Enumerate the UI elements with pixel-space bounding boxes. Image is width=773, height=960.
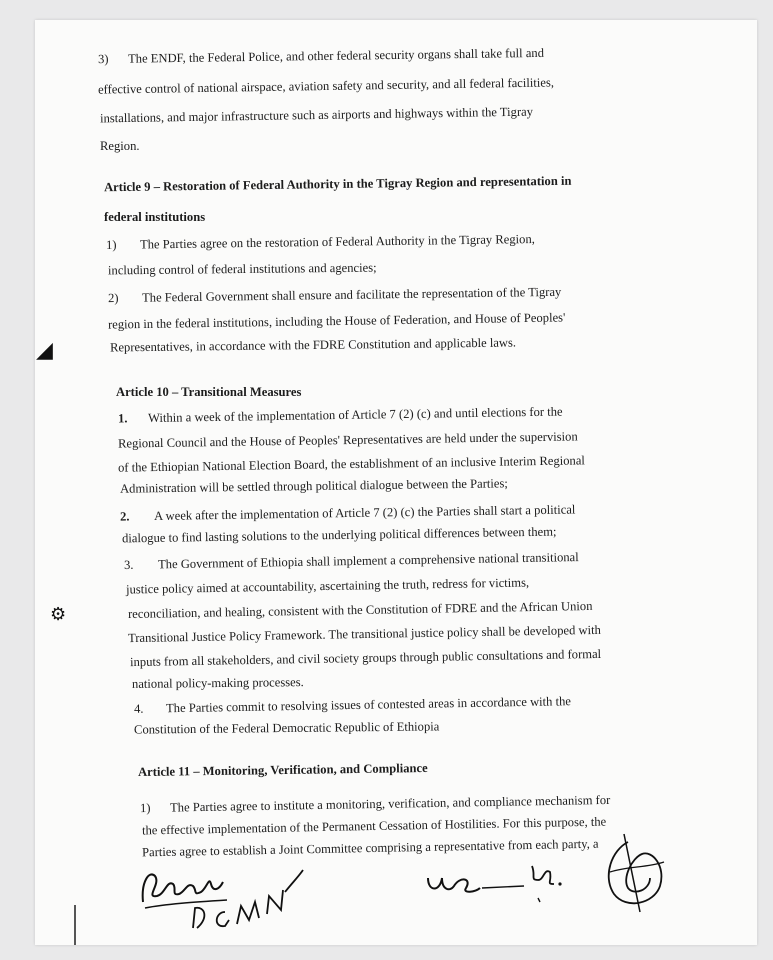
article-10-item-1-line-4: Administration will be settled through political dialogue between the Parties; — [119, 476, 508, 496]
item-number: 4. — [133, 701, 144, 716]
article-10-item-1-line-3: of the Ethiopian National Election Board, the establishment of an inclusive Interim Regional — [117, 453, 585, 475]
article-10-item-3-line-3: reconciliation, and healing, consistent with the Constitution of FDRE and the African Union — [127, 598, 593, 622]
pen-stroke-mark — [74, 905, 76, 945]
item-text: The Government of Ethiopia shall implement a comprehensive national transitional — [157, 550, 579, 572]
article-11-item-1-line-3: Parties agree to establish a Joint Committee comprising a representative from each party, a — [141, 836, 599, 860]
article-9-heading-line-2: federal institutions — [104, 210, 206, 224]
item-text: A week after the implementation of Article 7 (2) (c) the Parties shall start a political — [153, 502, 576, 524]
article-9-item-1-line-2: including control of federal institutions and agencies; — [107, 260, 377, 278]
margin-mark-arrow: ◢ — [36, 338, 53, 363]
item-number: 3. — [123, 557, 134, 572]
signature-3 — [420, 858, 580, 908]
signature-4 — [598, 832, 673, 914]
article-9-item-2-line-2: region in the federal institutions, including the House of Federation, and House of Peoples' — [107, 310, 566, 332]
item-text: The ENDF, the Federal Police, and other federal security organs shall take full and — [127, 45, 545, 66]
item-3-line-3: installations, and major infrastructure such as airports and highways within the Tigray — [99, 104, 534, 126]
item-text: The Parties commit to resolving issues of contested areas in accordance with the — [165, 694, 572, 716]
item-number: 3) — [97, 51, 109, 67]
item-number: 1) — [105, 237, 117, 252]
item-number: 2) — [107, 291, 119, 306]
article-10-item-3-line-2: justice policy aimed at accountability, ascertaining the truth, redress for victims, — [125, 575, 530, 597]
article-10-item-2-line-2: dialogue to find lasting solutions to the underlying political differences between them; — [121, 524, 557, 546]
item-number: 1) — [139, 800, 151, 816]
article-9-heading-line-1: Article 9 – Restoration of Federal Authority in the Tigray Region and representation in — [103, 173, 572, 195]
article-10-item-3-line-6: national policy-making processes. — [131, 675, 304, 691]
margin-mark-stamp: ⚙ — [50, 604, 67, 625]
item-3-line-2: effective control of national airspace, aviation safety and security, and all federal facilities, — [97, 75, 555, 97]
item-number: 1. — [117, 411, 128, 426]
item-text: The Parties agree to institute a monitoring, verification, and compliance mechanism for — [169, 792, 611, 815]
article-10-item-3-line-4: Transitional Justice Policy Framework. The transitional justice policy shall be developed with — [127, 622, 601, 646]
article-10-item-1-line-2: Regional Council and the House of Peoples' Representatives are held under the supervision — [117, 429, 578, 451]
article-10-item-4-line-2: Constitution of the Federal Democratic Republic of Ethiopia — [133, 719, 440, 737]
item-number: 2. — [119, 509, 130, 524]
article-11-heading: Article 11 – Monitoring, Verification, and Compliance — [137, 760, 428, 780]
item-text: The Parties agree on the restoration of Federal Authority in the Tigray Region, — [139, 232, 535, 252]
article-10-heading: Article 10 – Transitional Measures — [116, 385, 302, 399]
signature-2 — [185, 868, 310, 943]
item-text: Within a week of the implementation of Article 7 (2) (c) and until elections for the — [147, 404, 563, 426]
item-3-line-4: Region. — [100, 139, 140, 153]
article-10-item-3-line-5: inputs from all stakeholders, and civil society groups through public consultations and formal — [129, 646, 602, 670]
item-text: The Federal Government shall ensure and facilitate the representation of the Tigray — [141, 284, 562, 305]
article-9-item-2-line-3: Representatives, in accordance with the FDRE Constitution and applicable laws. — [109, 335, 517, 355]
article-11-item-1-line-2: the effective implementation of the Permanent Cessation of Hostilities. For this purpose, the — [141, 814, 607, 838]
